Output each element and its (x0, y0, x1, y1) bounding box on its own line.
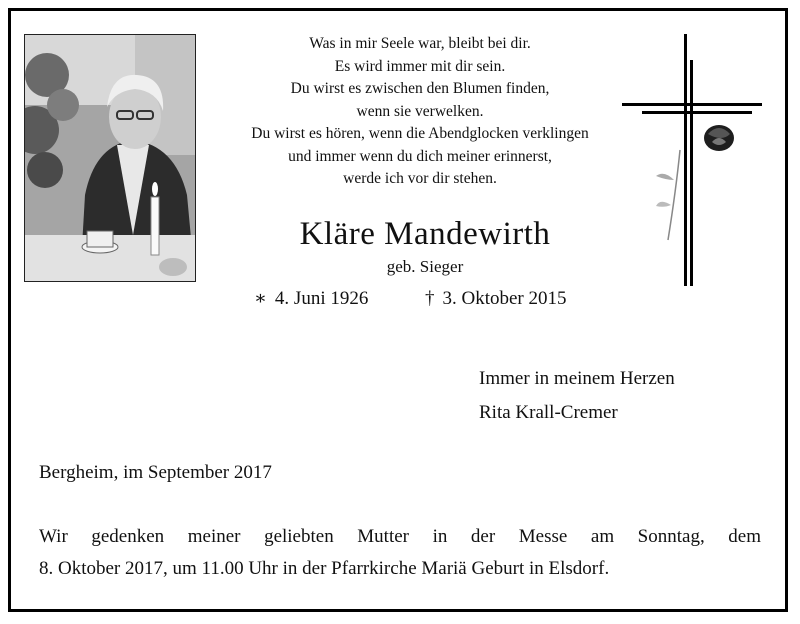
birth-star-icon: ∗ (254, 288, 267, 309)
poem-line: wenn sie verwelken. (356, 102, 484, 120)
poem (210, 33, 630, 191)
mass-notice (39, 521, 761, 585)
poem-line: Was in mir Seele war, bleibt bei dir. (309, 35, 531, 52)
poem-line: Du wirst es hören, wenn die Abendglocken verklingen (251, 125, 589, 142)
mourner-dedication: Immer in meinem Herzen (479, 368, 675, 389)
mass-notice-line: 8. Oktober 2017, um 11.00 Uhr in der Pfarrkirche Mariä Geburt in Elsdorf. (39, 558, 610, 579)
birth-date-line (254, 287, 368, 311)
portrait-image (25, 35, 195, 281)
death-date-line (425, 287, 567, 311)
place-date: Bergheim, im September 2017 (39, 462, 272, 483)
mourner-name: Rita Krall-Cremer (479, 402, 618, 423)
death-date: 3. Oktober 2015 (442, 288, 567, 309)
mass-notice-line: Wir gedenken meiner geliebten Mutter in der Messe am Sonntag, dem (39, 526, 761, 547)
deceased-name: Kläre Mandewirth (299, 216, 551, 252)
maiden-name: geb. Sieger (386, 257, 464, 276)
poem-line: und immer wenn du dich meiner erinnerst, (288, 147, 552, 165)
birth-date: 4. Juni 1926 (274, 288, 369, 309)
death-cross-icon: † (425, 288, 435, 309)
poem-line: Du wirst es zwischen den Blumen finden, (290, 80, 550, 97)
poem-line: Es wird immer mit dir sein. (334, 57, 506, 75)
portrait-photo (24, 34, 196, 282)
poem-line: werde ich vor dir stehen. (343, 170, 497, 187)
